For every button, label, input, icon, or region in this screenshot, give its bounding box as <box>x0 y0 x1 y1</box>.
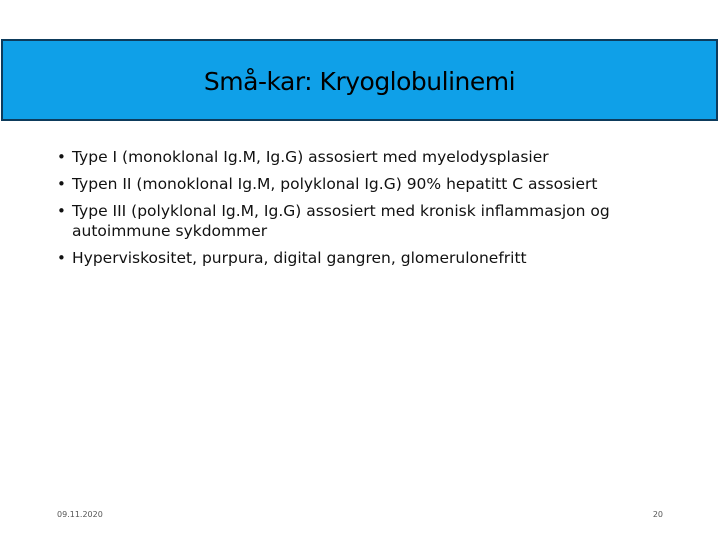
bullet-text: Type I (monoklonal Ig.M, Ig.G) assosiert med myelodysplasier <box>72 148 549 166</box>
bullet-list <box>57 147 687 275</box>
bullet-text: Hyperviskositet, purpura, digital gangren, glomerulonefritt <box>72 249 527 267</box>
bullet-item <box>57 201 687 241</box>
bullet-text: Typen II (monoklonal Ig.M, polyklonal Ig.G) 90% hepatitt C assosiert <box>72 175 598 193</box>
bullet-marker: • <box>57 202 66 220</box>
bullet-text: Type III (polyklonal Ig.M, Ig.G) assosiert med kronisk inflammasjon og autoimmune sykdommer <box>72 202 610 240</box>
bullet-marker: • <box>57 148 66 166</box>
footer-page-number: 20 <box>652 510 663 519</box>
slide-title: Små-kar: Kryoglobulinemi <box>203 66 516 96</box>
bullet-marker: • <box>57 175 66 193</box>
bullet-item <box>57 147 687 167</box>
bullet-item <box>57 174 687 194</box>
footer-date: 09.11.2020 <box>57 510 103 519</box>
bullet-marker: • <box>57 249 66 267</box>
bullet-item <box>57 248 687 268</box>
title-banner <box>1 39 718 121</box>
